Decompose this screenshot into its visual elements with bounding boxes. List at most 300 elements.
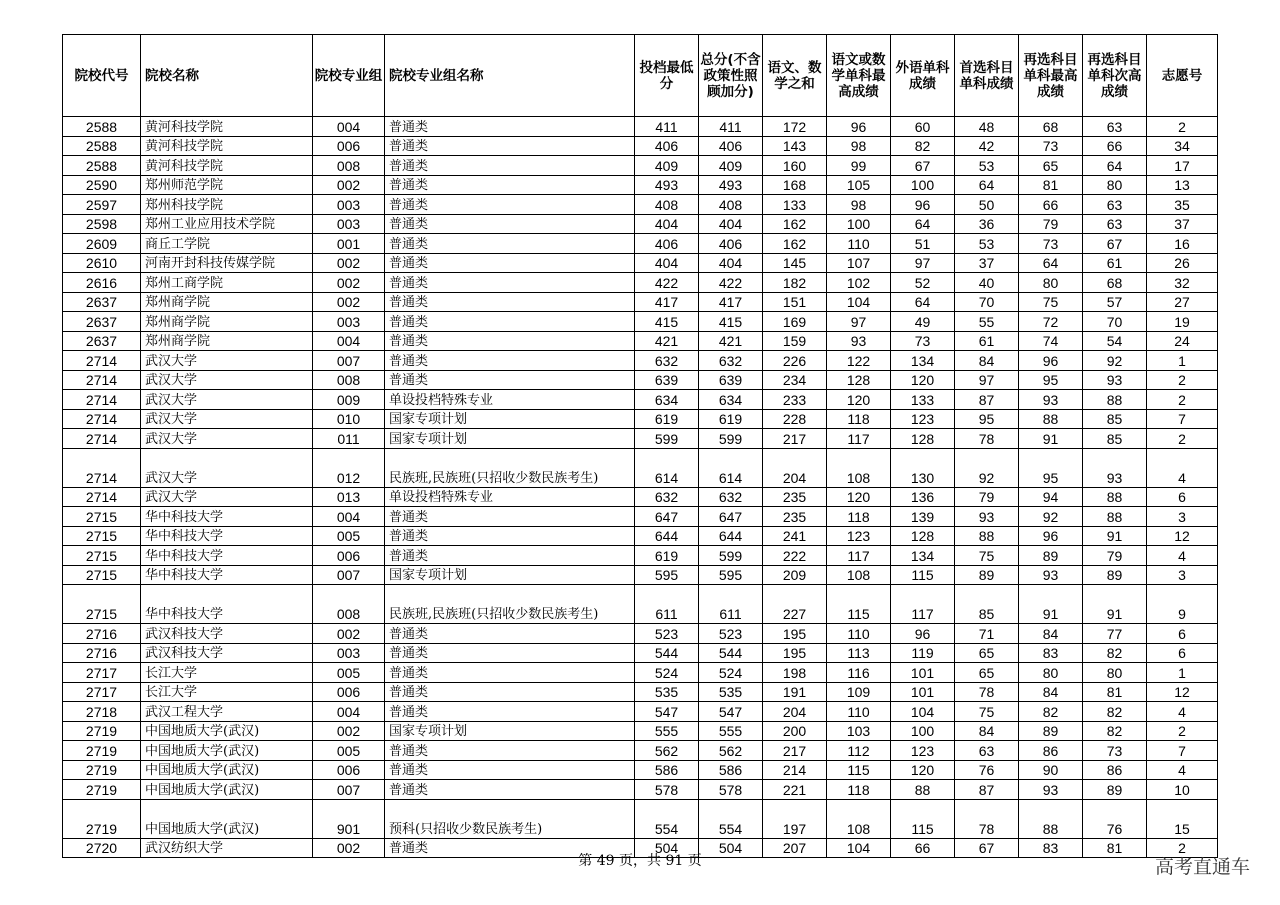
- cell-elective-second: 93: [1083, 370, 1147, 390]
- cell-elective-max: 84: [1019, 682, 1083, 702]
- page-number: 第 49 页，共 91 页: [578, 853, 702, 869]
- header-total-score: 总分(不含政策性照顾加分): [699, 35, 763, 117]
- header-school-code: 院校代号: [63, 35, 141, 117]
- cell-elective-max: 88: [1019, 409, 1083, 429]
- cell-group-code: 005: [313, 526, 385, 546]
- cell-total-score: 634: [699, 390, 763, 410]
- cell-school-code: 2637: [63, 292, 141, 312]
- table-body: [63, 117, 1218, 858]
- cell-group-name: 普通类: [385, 117, 635, 137]
- cell-foreign-language: 123: [891, 409, 955, 429]
- cell-total-score: 611: [699, 585, 763, 624]
- cell-elective-second: 82: [1083, 721, 1147, 741]
- cell-min-score: 619: [635, 409, 699, 429]
- cell-group-code: 006: [313, 546, 385, 566]
- cell-chinese-math-sum: 169: [763, 312, 827, 332]
- cell-min-score: 554: [635, 799, 699, 838]
- cell-school-name: 长江大学: [141, 682, 313, 702]
- cell-total-score: 578: [699, 780, 763, 800]
- cell-primary-subject: 84: [955, 351, 1019, 371]
- cell-school-code: 2714: [63, 351, 141, 371]
- cell-group-code: 005: [313, 741, 385, 761]
- table-row: [63, 136, 1218, 156]
- cell-choice-number: 2: [1147, 838, 1218, 858]
- cell-min-score: 523: [635, 624, 699, 644]
- cell-single-subject-max: 117: [827, 546, 891, 566]
- table-row: [63, 409, 1218, 429]
- cell-foreign-language: 96: [891, 195, 955, 215]
- cell-school-code: 2714: [63, 487, 141, 507]
- cell-primary-subject: 67: [955, 838, 1019, 858]
- cell-foreign-language: 97: [891, 253, 955, 273]
- table-row: [63, 585, 1218, 624]
- cell-chinese-math-sum: 197: [763, 799, 827, 838]
- cell-chinese-math-sum: 235: [763, 487, 827, 507]
- cell-choice-number: 27: [1147, 292, 1218, 312]
- cell-group-code: 901: [313, 799, 385, 838]
- cell-school-code: 2716: [63, 643, 141, 663]
- cell-single-subject-max: 128: [827, 370, 891, 390]
- table-row: [63, 487, 1218, 507]
- cell-elective-second: 89: [1083, 780, 1147, 800]
- cell-school-name: 中国地质大学(武汉): [141, 799, 313, 838]
- cell-single-subject-max: 110: [827, 234, 891, 254]
- cell-primary-subject: 53: [955, 234, 1019, 254]
- header-elective-max: 再选科目单科最高成绩: [1019, 35, 1083, 117]
- cell-school-code: 2714: [63, 448, 141, 487]
- cell-foreign-language: 130: [891, 448, 955, 487]
- cell-foreign-language: 49: [891, 312, 955, 332]
- cell-elective-second: 80: [1083, 663, 1147, 683]
- cell-single-subject-max: 108: [827, 799, 891, 838]
- cell-group-code: 003: [313, 312, 385, 332]
- header-min-score: 投档最低分: [635, 35, 699, 117]
- cell-school-code: 2588: [63, 156, 141, 176]
- cell-school-name: 中国地质大学(武汉): [141, 721, 313, 741]
- cell-group-code: 007: [313, 780, 385, 800]
- cell-min-score: 404: [635, 253, 699, 273]
- cell-primary-subject: 75: [955, 546, 1019, 566]
- cell-primary-subject: 97: [955, 370, 1019, 390]
- cell-primary-subject: 75: [955, 702, 1019, 722]
- cell-total-score: 417: [699, 292, 763, 312]
- cell-foreign-language: 82: [891, 136, 955, 156]
- cell-elective-second: 77: [1083, 624, 1147, 644]
- cell-group-name: 普通类: [385, 331, 635, 351]
- cell-total-score: 599: [699, 429, 763, 449]
- cell-single-subject-max: 117: [827, 429, 891, 449]
- cell-single-subject-max: 115: [827, 760, 891, 780]
- cell-group-code: 003: [313, 643, 385, 663]
- cell-foreign-language: 120: [891, 760, 955, 780]
- cell-school-code: 2719: [63, 760, 141, 780]
- header-single-subject-max: 语文或数学单科最高成绩: [827, 35, 891, 117]
- cell-elective-second: 89: [1083, 565, 1147, 585]
- cell-choice-number: 6: [1147, 643, 1218, 663]
- cell-group-name: 普通类: [385, 234, 635, 254]
- cell-group-name: 普通类: [385, 253, 635, 273]
- table-row: [63, 175, 1218, 195]
- cell-school-name: 郑州商学院: [141, 331, 313, 351]
- cell-school-code: 2598: [63, 214, 141, 234]
- cell-primary-subject: 71: [955, 624, 1019, 644]
- cell-group-code: 008: [313, 156, 385, 176]
- cell-choice-number: 6: [1147, 487, 1218, 507]
- cell-min-score: 595: [635, 565, 699, 585]
- cell-group-code: 001: [313, 234, 385, 254]
- cell-group-name: 普通类: [385, 526, 635, 546]
- cell-school-name: 武汉大学: [141, 409, 313, 429]
- cell-total-score: 524: [699, 663, 763, 683]
- cell-min-score: 634: [635, 390, 699, 410]
- admission-score-table: [62, 34, 1218, 858]
- cell-foreign-language: 115: [891, 799, 955, 838]
- cell-elective-second: 70: [1083, 312, 1147, 332]
- cell-elective-second: 92: [1083, 351, 1147, 371]
- cell-single-subject-max: 118: [827, 507, 891, 527]
- cell-school-name: 武汉工程大学: [141, 702, 313, 722]
- cell-single-subject-max: 98: [827, 195, 891, 215]
- cell-single-subject-max: 107: [827, 253, 891, 273]
- cell-group-name: 普通类: [385, 175, 635, 195]
- table-row: [63, 195, 1218, 215]
- cell-group-name: 普通类: [385, 702, 635, 722]
- cell-group-name: 普通类: [385, 507, 635, 527]
- cell-choice-number: 19: [1147, 312, 1218, 332]
- cell-school-name: 中国地质大学(武汉): [141, 780, 313, 800]
- cell-chinese-math-sum: 234: [763, 370, 827, 390]
- cell-elective-second: 82: [1083, 643, 1147, 663]
- cell-chinese-math-sum: 195: [763, 643, 827, 663]
- cell-elective-max: 93: [1019, 780, 1083, 800]
- cell-school-name: 武汉大学: [141, 351, 313, 371]
- cell-min-score: 555: [635, 721, 699, 741]
- cell-choice-number: 4: [1147, 702, 1218, 722]
- cell-foreign-language: 101: [891, 663, 955, 683]
- cell-group-name: 普通类: [385, 624, 635, 644]
- cell-school-name: 武汉大学: [141, 487, 313, 507]
- cell-school-name: 郑州商学院: [141, 292, 313, 312]
- cell-school-name: 武汉大学: [141, 448, 313, 487]
- cell-group-code: 002: [313, 253, 385, 273]
- cell-chinese-math-sum: 222: [763, 546, 827, 566]
- cell-single-subject-max: 123: [827, 526, 891, 546]
- cell-foreign-language: 67: [891, 156, 955, 176]
- cell-chinese-math-sum: 143: [763, 136, 827, 156]
- cell-group-name: 国家专项计划: [385, 565, 635, 585]
- cell-elective-max: 83: [1019, 838, 1083, 858]
- cell-group-code: 004: [313, 331, 385, 351]
- cell-elective-max: 80: [1019, 273, 1083, 293]
- cell-chinese-math-sum: 162: [763, 214, 827, 234]
- cell-single-subject-max: 110: [827, 624, 891, 644]
- cell-choice-number: 35: [1147, 195, 1218, 215]
- cell-elective-second: 80: [1083, 175, 1147, 195]
- cell-chinese-math-sum: 151: [763, 292, 827, 312]
- cell-group-name: 单设投档特殊专业: [385, 390, 635, 410]
- cell-single-subject-max: 105: [827, 175, 891, 195]
- cell-chinese-math-sum: 133: [763, 195, 827, 215]
- cell-group-name: 普通类: [385, 546, 635, 566]
- table-row: [63, 448, 1218, 487]
- cell-foreign-language: 133: [891, 390, 955, 410]
- cell-school-name: 长江大学: [141, 663, 313, 683]
- cell-choice-number: 24: [1147, 331, 1218, 351]
- table-row: [63, 253, 1218, 273]
- cell-school-name: 武汉大学: [141, 429, 313, 449]
- cell-single-subject-max: 102: [827, 273, 891, 293]
- cell-total-score: 554: [699, 799, 763, 838]
- cell-group-code: 007: [313, 351, 385, 371]
- cell-group-name: 普通类: [385, 156, 635, 176]
- cell-elective-second: 64: [1083, 156, 1147, 176]
- cell-group-code: 009: [313, 390, 385, 410]
- cell-elective-second: 63: [1083, 195, 1147, 215]
- cell-single-subject-max: 96: [827, 117, 891, 137]
- cell-group-name: 普通类: [385, 370, 635, 390]
- cell-school-code: 2715: [63, 585, 141, 624]
- cell-group-code: 007: [313, 565, 385, 585]
- cell-school-name: 郑州工商学院: [141, 273, 313, 293]
- cell-choice-number: 37: [1147, 214, 1218, 234]
- cell-primary-subject: 53: [955, 156, 1019, 176]
- cell-foreign-language: 136: [891, 487, 955, 507]
- cell-school-name: 武汉大学: [141, 390, 313, 410]
- cell-group-code: 004: [313, 702, 385, 722]
- cell-total-score: 408: [699, 195, 763, 215]
- cell-min-score: 599: [635, 429, 699, 449]
- cell-single-subject-max: 100: [827, 214, 891, 234]
- cell-total-score: 504: [699, 838, 763, 858]
- cell-foreign-language: 64: [891, 214, 955, 234]
- cell-elective-second: 88: [1083, 487, 1147, 507]
- cell-chinese-math-sum: 204: [763, 702, 827, 722]
- cell-group-code: 002: [313, 838, 385, 858]
- cell-min-score: 404: [635, 214, 699, 234]
- cell-single-subject-max: 108: [827, 565, 891, 585]
- cell-elective-max: 93: [1019, 390, 1083, 410]
- cell-min-score: 504: [635, 838, 699, 858]
- cell-primary-subject: 76: [955, 760, 1019, 780]
- cell-chinese-math-sum: 217: [763, 429, 827, 449]
- cell-school-name: 黄河科技学院: [141, 136, 313, 156]
- header-group-name: 院校专业组名称: [385, 35, 635, 117]
- cell-group-code: 008: [313, 370, 385, 390]
- cell-elective-second: 57: [1083, 292, 1147, 312]
- cell-chinese-math-sum: 233: [763, 390, 827, 410]
- table-row: [63, 643, 1218, 663]
- cell-min-score: 411: [635, 117, 699, 137]
- cell-foreign-language: 115: [891, 565, 955, 585]
- header-group-code: 院校专业组: [313, 35, 385, 117]
- cell-elective-second: 79: [1083, 546, 1147, 566]
- cell-school-code: 2716: [63, 624, 141, 644]
- cell-school-name: 郑州工业应用技术学院: [141, 214, 313, 234]
- cell-primary-subject: 95: [955, 409, 1019, 429]
- cell-group-code: 003: [313, 195, 385, 215]
- cell-primary-subject: 93: [955, 507, 1019, 527]
- cell-school-code: 2616: [63, 273, 141, 293]
- cell-group-name: 民族班,民族班(只招收少数民族考生): [385, 448, 635, 487]
- cell-elective-max: 91: [1019, 429, 1083, 449]
- cell-min-score: 524: [635, 663, 699, 683]
- cell-school-name: 华中科技大学: [141, 565, 313, 585]
- cell-elective-second: 76: [1083, 799, 1147, 838]
- cell-primary-subject: 85: [955, 585, 1019, 624]
- cell-elective-max: 94: [1019, 487, 1083, 507]
- cell-min-score: 544: [635, 643, 699, 663]
- cell-group-code: 010: [313, 409, 385, 429]
- cell-choice-number: 3: [1147, 565, 1218, 585]
- cell-choice-number: 4: [1147, 448, 1218, 487]
- header-primary-subject: 首选科目单科成绩: [955, 35, 1019, 117]
- cell-school-name: 华中科技大学: [141, 585, 313, 624]
- table-row: [63, 234, 1218, 254]
- cell-group-code: 004: [313, 117, 385, 137]
- cell-total-score: 421: [699, 331, 763, 351]
- cell-school-code: 2610: [63, 253, 141, 273]
- table-row: [63, 702, 1218, 722]
- cell-choice-number: 2: [1147, 429, 1218, 449]
- table-row: [63, 799, 1218, 838]
- cell-choice-number: 2: [1147, 390, 1218, 410]
- cell-chinese-math-sum: 145: [763, 253, 827, 273]
- cell-group-name: 普通类: [385, 351, 635, 371]
- cell-chinese-math-sum: 221: [763, 780, 827, 800]
- cell-foreign-language: 51: [891, 234, 955, 254]
- cell-elective-second: 91: [1083, 585, 1147, 624]
- cell-foreign-language: 134: [891, 546, 955, 566]
- cell-primary-subject: 65: [955, 663, 1019, 683]
- cell-school-code: 2588: [63, 136, 141, 156]
- table-header-row: [63, 35, 1218, 117]
- cell-chinese-math-sum: 198: [763, 663, 827, 683]
- cell-elective-second: 88: [1083, 507, 1147, 527]
- cell-school-name: 黄河科技学院: [141, 117, 313, 137]
- table-row: [63, 741, 1218, 761]
- cell-foreign-language: 60: [891, 117, 955, 137]
- cell-group-name: 普通类: [385, 136, 635, 156]
- cell-school-code: 2597: [63, 195, 141, 215]
- cell-min-score: 422: [635, 273, 699, 293]
- cell-choice-number: 13: [1147, 175, 1218, 195]
- cell-single-subject-max: 122: [827, 351, 891, 371]
- cell-min-score: 586: [635, 760, 699, 780]
- cell-elective-second: 63: [1083, 117, 1147, 137]
- cell-total-score: 547: [699, 702, 763, 722]
- cell-total-score: 647: [699, 507, 763, 527]
- cell-total-score: 644: [699, 526, 763, 546]
- cell-chinese-math-sum: 204: [763, 448, 827, 487]
- cell-choice-number: 32: [1147, 273, 1218, 293]
- cell-school-code: 2637: [63, 312, 141, 332]
- cell-chinese-math-sum: 227: [763, 585, 827, 624]
- cell-group-name: 普通类: [385, 292, 635, 312]
- cell-school-name: 商丘工学院: [141, 234, 313, 254]
- cell-primary-subject: 55: [955, 312, 1019, 332]
- cell-elective-max: 83: [1019, 643, 1083, 663]
- cell-primary-subject: 64: [955, 175, 1019, 195]
- cell-primary-subject: 84: [955, 721, 1019, 741]
- cell-school-name: 华中科技大学: [141, 546, 313, 566]
- cell-group-code: 005: [313, 663, 385, 683]
- cell-school-code: 2637: [63, 331, 141, 351]
- cell-school-code: 2715: [63, 565, 141, 585]
- cell-school-code: 2715: [63, 526, 141, 546]
- cell-elective-second: 63: [1083, 214, 1147, 234]
- cell-single-subject-max: 120: [827, 390, 891, 410]
- table-row: [63, 273, 1218, 293]
- cell-foreign-language: 73: [891, 331, 955, 351]
- table-row: [63, 721, 1218, 741]
- cell-chinese-math-sum: 209: [763, 565, 827, 585]
- cell-elective-max: 89: [1019, 721, 1083, 741]
- table-row: [63, 526, 1218, 546]
- cell-group-name: 普通类: [385, 663, 635, 683]
- cell-school-code: 2714: [63, 390, 141, 410]
- cell-single-subject-max: 103: [827, 721, 891, 741]
- cell-min-score: 417: [635, 292, 699, 312]
- cell-elective-max: 74: [1019, 331, 1083, 351]
- cell-school-code: 2719: [63, 780, 141, 800]
- cell-choice-number: 2: [1147, 721, 1218, 741]
- cell-school-name: 武汉大学: [141, 370, 313, 390]
- cell-choice-number: 2: [1147, 117, 1218, 137]
- cell-elective-second: 91: [1083, 526, 1147, 546]
- cell-primary-subject: 78: [955, 682, 1019, 702]
- cell-choice-number: 10: [1147, 780, 1218, 800]
- cell-chinese-math-sum: 168: [763, 175, 827, 195]
- cell-min-score: 409: [635, 156, 699, 176]
- cell-choice-number: 1: [1147, 663, 1218, 683]
- cell-foreign-language: 104: [891, 702, 955, 722]
- cell-elective-max: 65: [1019, 156, 1083, 176]
- cell-school-code: 2714: [63, 370, 141, 390]
- cell-elective-max: 66: [1019, 195, 1083, 215]
- cell-choice-number: 17: [1147, 156, 1218, 176]
- cell-group-name: 国家专项计划: [385, 721, 635, 741]
- watermark: 高考直通车: [1154, 856, 1250, 878]
- table-row: [63, 760, 1218, 780]
- cell-choice-number: 26: [1147, 253, 1218, 273]
- cell-chinese-math-sum: 172: [763, 117, 827, 137]
- table-row: [63, 682, 1218, 702]
- cell-single-subject-max: 113: [827, 643, 891, 663]
- cell-elective-max: 96: [1019, 351, 1083, 371]
- cell-primary-subject: 87: [955, 780, 1019, 800]
- cell-school-code: 2720: [63, 838, 141, 858]
- cell-choice-number: 7: [1147, 409, 1218, 429]
- cell-elective-second: 93: [1083, 448, 1147, 487]
- cell-single-subject-max: 104: [827, 838, 891, 858]
- cell-min-score: 632: [635, 351, 699, 371]
- cell-choice-number: 15: [1147, 799, 1218, 838]
- cell-foreign-language: 119: [891, 643, 955, 663]
- cell-single-subject-max: 98: [827, 136, 891, 156]
- cell-group-name: 普通类: [385, 838, 635, 858]
- cell-min-score: 619: [635, 546, 699, 566]
- cell-total-score: 415: [699, 312, 763, 332]
- cell-group-code: 013: [313, 487, 385, 507]
- table-row: [63, 546, 1218, 566]
- cell-total-score: 632: [699, 351, 763, 371]
- cell-single-subject-max: 108: [827, 448, 891, 487]
- cell-school-code: 2719: [63, 799, 141, 838]
- cell-elective-max: 81: [1019, 175, 1083, 195]
- cell-choice-number: 4: [1147, 760, 1218, 780]
- cell-elective-second: 88: [1083, 390, 1147, 410]
- cell-chinese-math-sum: 160: [763, 156, 827, 176]
